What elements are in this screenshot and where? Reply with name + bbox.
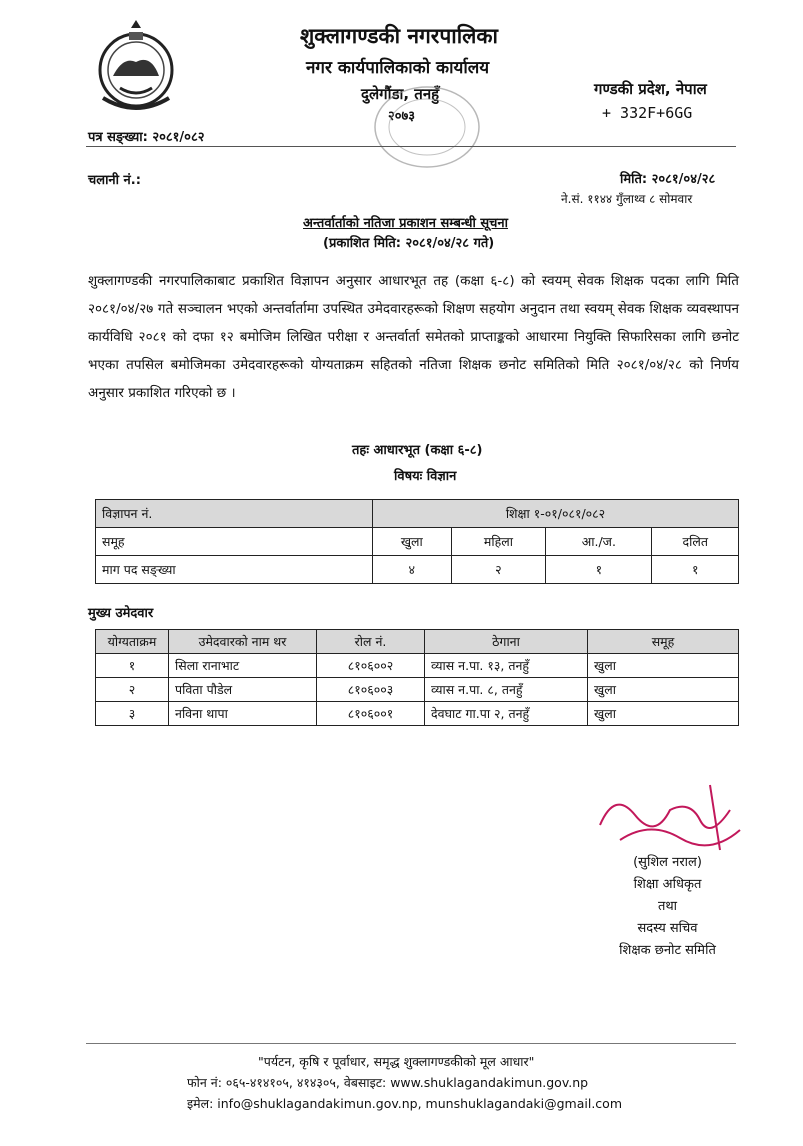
name-cell: सिला रानाभाट — [169, 654, 317, 678]
footer-slogan: "पर्यटन, कृषि र पूर्वाधार, समृद्ध शुक्लागण्डकीको मूल आधार" — [258, 1054, 535, 1069]
posts-cell: ४ — [373, 556, 452, 584]
notice-subject: विषयः विज्ञान — [394, 469, 457, 484]
footer-phone: फोन नं: ०६५-४१४१०५, ४१४३०५, वेबसाइट: www.shuklagandakimun.gov.np — [187, 1075, 589, 1090]
ad-label-cell: विज्ञापन नं. — [96, 500, 373, 528]
group-cell: महिला — [451, 528, 546, 556]
rank-cell: २ — [96, 678, 169, 702]
name-cell: पविता पौडेल — [169, 678, 317, 702]
address-cell: देवघाट गा.पा २, तनहुँ — [425, 702, 588, 726]
table-row — [96, 654, 739, 678]
address-cell: व्यास न.पा. १३, तनहुँ — [425, 654, 588, 678]
table-row — [96, 702, 739, 726]
signatory-role: सदस्य सचिव — [637, 921, 698, 936]
table-header-row — [96, 630, 739, 654]
dispatch-number: चलानी नं.: — [88, 173, 141, 188]
column-header: रोल नं. — [317, 630, 425, 654]
posts-cell: २ — [451, 556, 546, 584]
province-label: गण्डकी प्रदेश, नेपाल — [594, 80, 707, 98]
roll-cell: ८१०६००३ — [317, 678, 425, 702]
ad-value-cell: शिक्षा १-०१/०८१/०८२ — [373, 500, 739, 528]
group-cell: खुला — [373, 528, 452, 556]
group-cell: दलित — [652, 528, 739, 556]
header-divider — [86, 146, 736, 147]
signatory-title: शिक्षा अधिकृत — [633, 877, 702, 892]
plus-code: + 332F+6GG — [602, 104, 693, 122]
posts-cell: १ — [652, 556, 739, 584]
established-year: २०७३ — [388, 109, 416, 124]
signature-block — [590, 852, 745, 962]
notice-title: अन्तर्वार्ताको नतिजा प्रकाशन सम्बन्धी सूचना — [303, 216, 509, 231]
office-address: दुलेगौंडा, तनहुँ — [361, 85, 440, 103]
footer-divider — [86, 1043, 736, 1044]
roll-cell: ८१०६००१ — [317, 702, 425, 726]
date-label: मिति: २०८१/०४/२८ — [620, 172, 716, 187]
table-row — [96, 556, 739, 584]
letter-number: पत्र सङ्ख्या: २०८१/०८२ — [88, 130, 205, 145]
column-header: समूह — [588, 630, 739, 654]
candidates-heading: मुख्य उमेदवार — [88, 606, 154, 621]
group-cell: आ./ज. — [546, 528, 652, 556]
group-cell: खुला — [588, 702, 739, 726]
signatory-conjunction: तथा — [657, 899, 678, 914]
nepal-emblem-icon — [93, 18, 179, 116]
footer-email: इमेल: info@shuklagandakimun.gov.np, munshuklagandaki@gmail.com — [187, 1096, 623, 1111]
notice-published-date: (प्रकाशित मिति: २०८१/०४/२८ गते) — [323, 236, 495, 251]
handwritten-signature — [580, 780, 750, 860]
column-header: उमेदवारको नाम थर — [169, 630, 317, 654]
group-cell: खुला — [588, 654, 739, 678]
table-row — [96, 528, 739, 556]
office-stamp — [372, 85, 482, 170]
table-row — [96, 678, 739, 702]
municipality-name: शुक्लागण्डकी नगरपालिका — [300, 24, 498, 48]
notice-tier: तहः आधारभूत (कक्षा ६-८) — [352, 443, 483, 458]
table-row — [96, 500, 739, 528]
rank-cell: ३ — [96, 702, 169, 726]
nepal-sambat-date: ने.सं. ११४४ गुँलाथ्व ८ सोमवार — [561, 192, 693, 206]
office-name: नगर कार्यपालिकाको कार्यालय — [306, 58, 490, 78]
rank-cell: १ — [96, 654, 169, 678]
posts-cell: १ — [546, 556, 652, 584]
candidates-table — [95, 629, 739, 726]
column-header: योग्यताक्रम — [96, 630, 169, 654]
roll-cell: ८१०६००२ — [317, 654, 425, 678]
address-cell: व्यास न.पा. ८, तनहुँ — [425, 678, 588, 702]
column-header: ठेगाना — [425, 630, 588, 654]
posts-label-cell: माग पद सङ्ख्या — [96, 556, 373, 584]
group-cell: खुला — [588, 678, 739, 702]
name-cell: नविना थापा — [169, 702, 317, 726]
signatory-committee: शिक्षक छनोट समिति — [619, 943, 716, 958]
vacancy-table — [95, 499, 739, 584]
signatory-name: (सुशिल नराल) — [633, 855, 702, 870]
notice-body: शुक्लागण्डकी नगरपालिकाबाट प्रकाशित विज्ञापन अनुसार आधारभूत तह (कक्षा ६-८) को स्वयम् सेवक शिक्षक पदका लागि मिति २०८१/०४/२७ गते सञ्चालन भएको अन्तर्वार्तामा उपस्थित उमेदवारहरूको शिक्षण सहयोग अनुदान तथा स्वयम् सेवक शिक्षक व्यवस्थापन कार्यविधि २०८१ को दफा १२ बमोजिम लिखित परीक्षा र अन्तर्वार्ता समेतको प्राप्ताङ्कको आधारमा नियुक्ति सिफारिसका लागि छनोट भएका तपसिल बमोजिमका उमेदवारहरूको योग्यताक्रम सहितको नतिजा शिक्षक छनोट समितिको मिति २०८१/०४/२८ को निर्णय अनुसार प्रकाशित गरिएको छ । — [88, 273, 739, 401]
group-label-cell: समूह — [96, 528, 373, 556]
